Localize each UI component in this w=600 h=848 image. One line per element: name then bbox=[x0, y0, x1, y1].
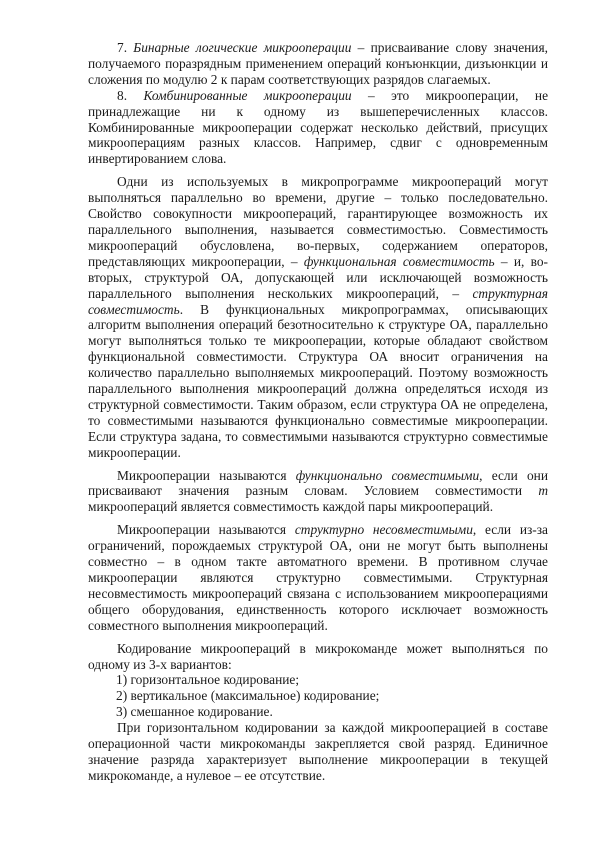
list-item: 3) смешанное кодирование. bbox=[116, 704, 273, 720]
text-run: , если из-за ограничений, порождаемых структурой ОА, они не могут быть выполнены совместно – в одном такте автоматного времени. В противном случае микрооперации являются структурно совместимыми. Структурная несовместимость микроопераций связана с использованием микрооперациями общего оборудования, единственность которого исключает возможность совместного выполнения микроопераций. bbox=[88, 522, 548, 633]
text-run: – и, во-вторых, структурой ОА, допускающей или исключающей возможность параллельного выполнения нескольких микроопераций, – bbox=[88, 253, 549, 301]
paragraph bbox=[88, 641, 548, 673]
document-page bbox=[88, 40, 548, 784]
italic-term: функциональная совместимость bbox=[303, 253, 495, 269]
text-run: – присваивание слову значения, получаемого поразрядным применением операций конъюнкции, дизъюнкции и сложения по модулю 2 к парам соответствующих разрядов слагаемых. bbox=[88, 40, 548, 87]
text-run: , если они присваивают значения разным словам. Условием совместимости bbox=[88, 467, 548, 499]
list-item: 2) вертикальное (максимальное) кодирование; bbox=[116, 688, 380, 704]
paragraph bbox=[88, 522, 548, 633]
italic-term: функционально совместимыми bbox=[295, 467, 480, 483]
closing-paragraph: При горизонтальном кодировании за каждой микрооперацией в составе операционной части микрокоманды закрепляется свой разряд. Единичное значение разряда характеризует выполнение микрооперации в текущей микрокоманде, а нулевое – ее отсутствие. bbox=[88, 720, 548, 783]
italic-term: Комбинированные микрооперации bbox=[143, 87, 352, 103]
list-item: 1) горизонтальное кодирование; bbox=[116, 672, 300, 688]
encoding-variants-list bbox=[88, 672, 548, 720]
italic-term: структурно несовместимыми bbox=[294, 522, 473, 538]
text-run: микроопераций является совместимость каждой пары микроопераций. bbox=[88, 499, 494, 515]
text-run: Микрооперации называются bbox=[117, 467, 296, 483]
italic-term: m bbox=[538, 483, 548, 499]
paragraph bbox=[88, 40, 548, 88]
paragraph bbox=[88, 174, 548, 460]
text-run: Микрооперации называются bbox=[117, 522, 295, 538]
body-text bbox=[88, 40, 548, 672]
italic-term: структурная совместимость bbox=[88, 285, 548, 317]
text-run: . В функциональных микропрограммах, описывающих алгоритм выполнения операций безотносительно к структуре ОА, параллельно могут выполняться только те микрооперации, которые обладают свойством функциональной совместимости. Структура ОА вносит ограничения на количество параллельно выполняемых микроопераций. Поэтому возможность параллельного выполнения микроопераций должна определяться исходя из структурной совместимости. Таким образом, если структура ОА не определена, то совместимыми называются функционально совместимые микрооперации. Если структура задана, то совместимыми называются структурно совместимые микрооперации. bbox=[88, 301, 548, 460]
text-run: Кодирование микроопераций в микрокоманде может выполняться по одному из 3-х вариантов: bbox=[88, 640, 548, 672]
paragraph bbox=[88, 88, 548, 168]
text-run: – это микрооперации, не принадлежащие ни к одному из вышеперечисленных классов. Комбинированные микрооперации содержат несколько действий, присущих микрооперациям разных классов. Например, сдвиг с одновременным инвертированием слова. bbox=[88, 87, 549, 167]
paragraph bbox=[88, 468, 548, 516]
text-run: 8. bbox=[117, 87, 144, 103]
text-run: Одни из используемых в микропрограмме микроопераций могут выполняться параллельно во времени, другие – только последовательно. Свойство совокупности микроопераций, гарантирующее возможность их параллельного выполнения, называется совместимостью. Совместимость микроопераций обусловлена, во-первых, содержанием операторов, представляющих микрооперации, – bbox=[88, 174, 548, 269]
italic-term: Бинарные логические микрооперации bbox=[133, 40, 352, 55]
text-run: 7. bbox=[117, 40, 134, 55]
